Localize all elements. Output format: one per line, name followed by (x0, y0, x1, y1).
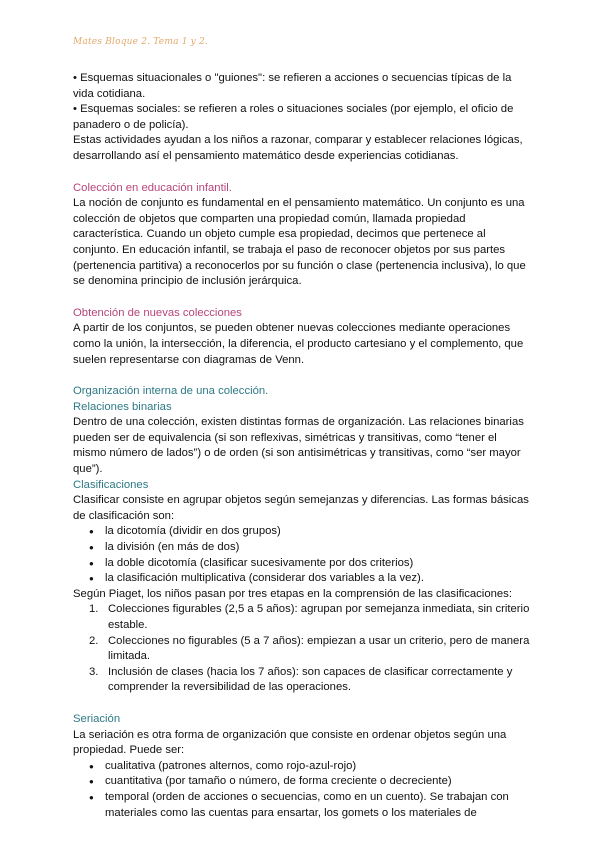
list-item: ● la dicotomía (dividir en dos grupos) (105, 524, 533, 540)
list-item: ● cuantitativa (por tamaño o número, de forma creciente o decreciente) (105, 774, 533, 790)
heading-coleccion: Colección en educación infantil. (73, 181, 232, 194)
list-item (89, 634, 533, 665)
list-number: 3. (89, 665, 99, 678)
clasificacion-list (73, 524, 533, 586)
list-item: ● cualitativa (patrones alternos, como rojo-azul-rojo) (105, 759, 533, 775)
subheading-relaciones-binarias: Relaciones binarias (73, 400, 172, 413)
clasificaciones-paragraph: Clasificar consiste en agrupar objetos según semejanzas y diferencias. Las formas básicas de clasificación son: (73, 494, 529, 522)
heading-nuevas-colecciones: Obtención de nuevas colecciones (73, 306, 242, 319)
list-number: 1. (89, 603, 99, 616)
piaget-stages-list (73, 602, 533, 696)
list-item (89, 602, 533, 633)
nuevas-paragraph: A partir de los conjuntos, se pueden obtener nuevas colecciones mediante operaciones como la unión, la intersección, la diferencia, el producto cartesiano y el complemento, que suelen representarse con diagramas de Venn. (73, 322, 524, 366)
coleccion-paragraph: La noción de conjunto es fundamental en el pensamiento matemático. Un conjunto es una colección de objetos que comparten una propiedad común, llamada propiedad característica. Cuando un objeto cumple esa propiedad, decimos que pertenece al conjunto. En educación infantil, se trabaja el paso de reconocer objetos por sus partes (pertenencia partitiva) a reconocerlos por su función o clase (pertenencia inclusiva), lo que se denomina principio de inclusión jerárquica. (73, 197, 526, 288)
list-item (89, 665, 533, 696)
piaget-intro: Según Piaget, los niños pasan por tres etapas en la comprensión de las clasificaciones: (73, 587, 512, 600)
subheading-clasificaciones: Clasificaciones (73, 478, 149, 491)
list-item: ● la doble dicotomía (clasificar sucesivamente por dos criterios) (105, 556, 533, 572)
intro-bullet-sociales: • Esquemas sociales: se refieren a roles o situaciones sociales (por ejemplo, el oficio de panadero o de policía). (73, 103, 514, 131)
intro-bullet-situacionales: • Esquemas situacionales o "guiones": se refieren a acciones o secuencias típicas de la vida cotidiana. (73, 72, 512, 100)
relaciones-paragraph: Dentro de una colección, existen distintas formas de organización. Las relaciones binarias pueden ser de equivalencia (si son reflexivas, simétricas y transitivas, como “tener el mismo número de lados”) o de orden (si son antisimétricas y transitivas, como “ser mayor que”). (73, 416, 524, 476)
seriacion-list (73, 759, 533, 821)
list-number: 2. (89, 634, 99, 647)
page-content (73, 71, 533, 821)
intro-paragraph: Estas actividades ayudan a los niños a razonar, comparar y establecer relaciones lógicas, desarrollando así el pensamiento matemático desde experiencias cotidianas. (73, 134, 523, 162)
list-item: ● la división (en más de dos) (105, 540, 533, 556)
list-text: Inclusión de clases (hacia los 7 años): son capaces de clasificar correctamente y comprender la reversibilidad de las operaciones. (108, 665, 513, 694)
seriacion-paragraph: La seriación es otra forma de organización que consiste en ordenar objetos según una propiedad. Puede ser: (73, 728, 507, 757)
heading-seriacion: Seriación (73, 712, 121, 725)
list-text: Colecciones no figurables (5 a 7 años): empiezan a usar un criterio, pero de manera limitada. (108, 634, 530, 663)
list-text: Colecciones figurables (2,5 a 5 años): agrupan por semejanza inmediata, sin criterio estable. (108, 603, 530, 631)
page-header: Mates Bloque 2. Tema 1 y 2. (73, 37, 209, 47)
heading-organizacion: Organización interna de una colección. (73, 385, 269, 398)
list-item: ● temporal (orden de acciones o secuencias, como en un cuento). Se trabajan con materiales como las cuentas para ensartar, los gomets o los materiales de (105, 790, 533, 821)
list-item: ● la clasificación multiplicativa (considerar dos variables a la vez). (105, 571, 533, 587)
